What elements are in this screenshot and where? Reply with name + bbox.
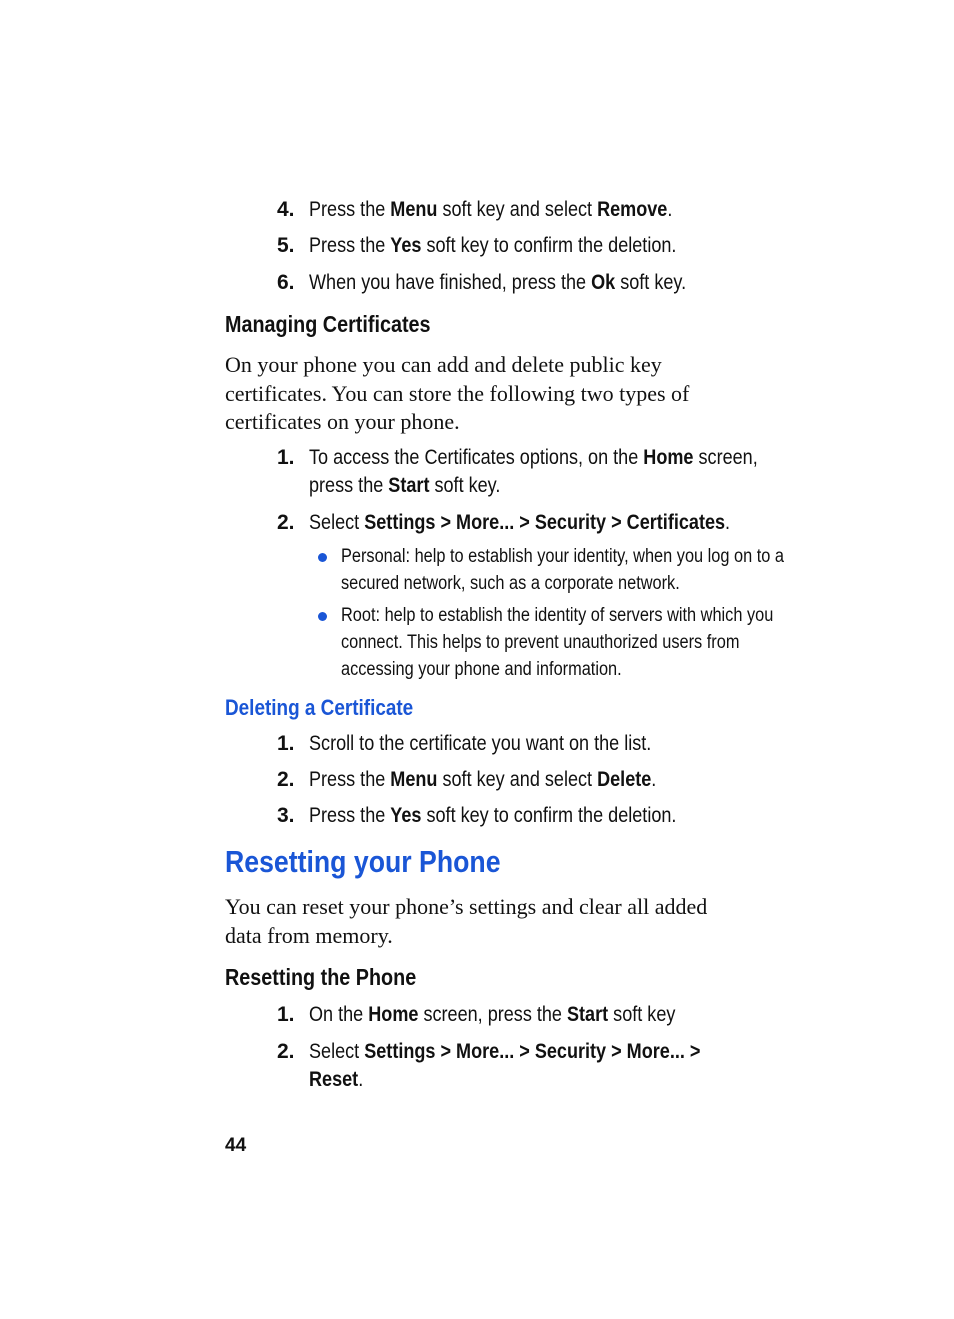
text-run: screen, [693, 446, 758, 469]
bold-term: Remove [597, 198, 668, 221]
step-line [309, 232, 736, 260]
bullet-dot-icon [318, 612, 327, 621]
step-text [309, 269, 748, 297]
step-number: 5. [277, 234, 295, 257]
step-number: 2. [277, 768, 295, 791]
step-line [309, 444, 831, 472]
text-run: soft key to confirm the deletion. [421, 234, 677, 257]
step-line [309, 472, 831, 500]
step-line [309, 509, 799, 537]
step-number: 2. [277, 511, 295, 534]
bold-term: Yes [390, 234, 422, 257]
step-text [309, 1038, 764, 1094]
step-text [309, 802, 736, 830]
text-run: soft key. [429, 474, 501, 497]
text-run: Select [309, 511, 365, 534]
step-text [309, 1001, 735, 1029]
text-run: To access the Certificates options, on the [309, 446, 644, 469]
text-run: soft key [608, 1003, 676, 1026]
bullet-text [341, 602, 844, 683]
text-run: Press the [309, 234, 391, 257]
section-heading-deleting-certificate: Deleting a Certificate [225, 695, 414, 720]
step-line [309, 269, 748, 297]
page-number: 44 [225, 1135, 247, 1156]
text-run: Select [309, 1040, 365, 1063]
step-number: 1. [277, 732, 295, 755]
bold-term: Menu [390, 198, 438, 221]
bold-term: Home [368, 1003, 419, 1026]
bullet-text [341, 543, 856, 597]
text-run: . [667, 198, 673, 221]
step-line [309, 802, 736, 830]
step-line [309, 196, 732, 224]
step-line [309, 1001, 735, 1029]
step-number: 4. [277, 198, 295, 221]
section-title-resetting-phone: Resetting your Phone [225, 844, 501, 879]
bold-term: Delete [597, 768, 652, 791]
intro-line: data from memory. [225, 922, 393, 948]
text-run: soft key and select [437, 198, 598, 221]
bullet-line: Personal: help to establish your identity, when you log on to a [341, 546, 784, 567]
intro-line: You can reset your phone’s settings and clear all added [225, 894, 708, 919]
text-run: soft key. [615, 271, 687, 294]
step-text [309, 232, 736, 260]
step-line [309, 1066, 764, 1094]
step-line [309, 1038, 764, 1066]
step-line [309, 766, 713, 794]
bold-term: Home [643, 446, 694, 469]
bold-term: Start [388, 474, 430, 497]
intro-line: certificates on your phone. [225, 409, 460, 434]
text-run: . [358, 1068, 364, 1091]
bullet-line: Root: help to establish the identity of servers with which you [341, 605, 774, 626]
text-run: Press the [309, 198, 391, 221]
text-run: Press the [309, 768, 391, 791]
step-number: 3. [277, 804, 295, 827]
text-run: . [725, 511, 731, 534]
bold-term: Settings > More... > Security > Certificates [364, 511, 726, 534]
step-text [309, 509, 799, 537]
resetting-intro-paragraph [225, 893, 805, 950]
bullet-dot-icon [318, 553, 327, 562]
managing-intro-paragraph [225, 351, 805, 437]
step-number: 1. [277, 1003, 295, 1026]
intro-line: On your phone you can add and delete public key [225, 352, 662, 377]
text-run: press the [309, 474, 389, 497]
text-run: soft key and select [437, 768, 598, 791]
bullet-line: secured network, such as a corporate network. [341, 573, 680, 594]
intro-line: certificates. You can store the following two types of [225, 380, 690, 406]
bold-term: Settings > More... > Security > More... > [364, 1040, 701, 1063]
text-run: When you have finished, press the [309, 271, 592, 294]
text-run: Press the [309, 804, 391, 827]
step-line [309, 730, 707, 758]
bold-term: Reset [309, 1068, 359, 1091]
text-run: On the [309, 1003, 369, 1026]
step-text [309, 730, 707, 758]
bold-term: Menu [390, 768, 438, 791]
step-text [309, 444, 831, 500]
bold-term: Yes [390, 804, 422, 827]
text-run: . [651, 768, 657, 791]
subheading-resetting-the-phone: Resetting the Phone [225, 964, 417, 990]
text-run: soft key to confirm the deletion. [421, 804, 677, 827]
bullet-line: accessing your phone and information. [341, 659, 622, 680]
step-number: 2. [277, 1040, 295, 1063]
step-number: 6. [277, 271, 295, 294]
section-heading-managing-certificates: Managing Certificates [225, 311, 431, 337]
step-text [309, 196, 732, 224]
text-run: screen, press the [418, 1003, 567, 1026]
step-text [309, 766, 713, 794]
text-run: Scroll to the certificate you want on the list. [309, 732, 652, 755]
bold-term: Ok [591, 271, 616, 294]
step-number: 1. [277, 446, 295, 469]
bullet-line: connect. This helps to prevent unauthorized users from [341, 632, 740, 653]
bold-term: Start [567, 1003, 609, 1026]
